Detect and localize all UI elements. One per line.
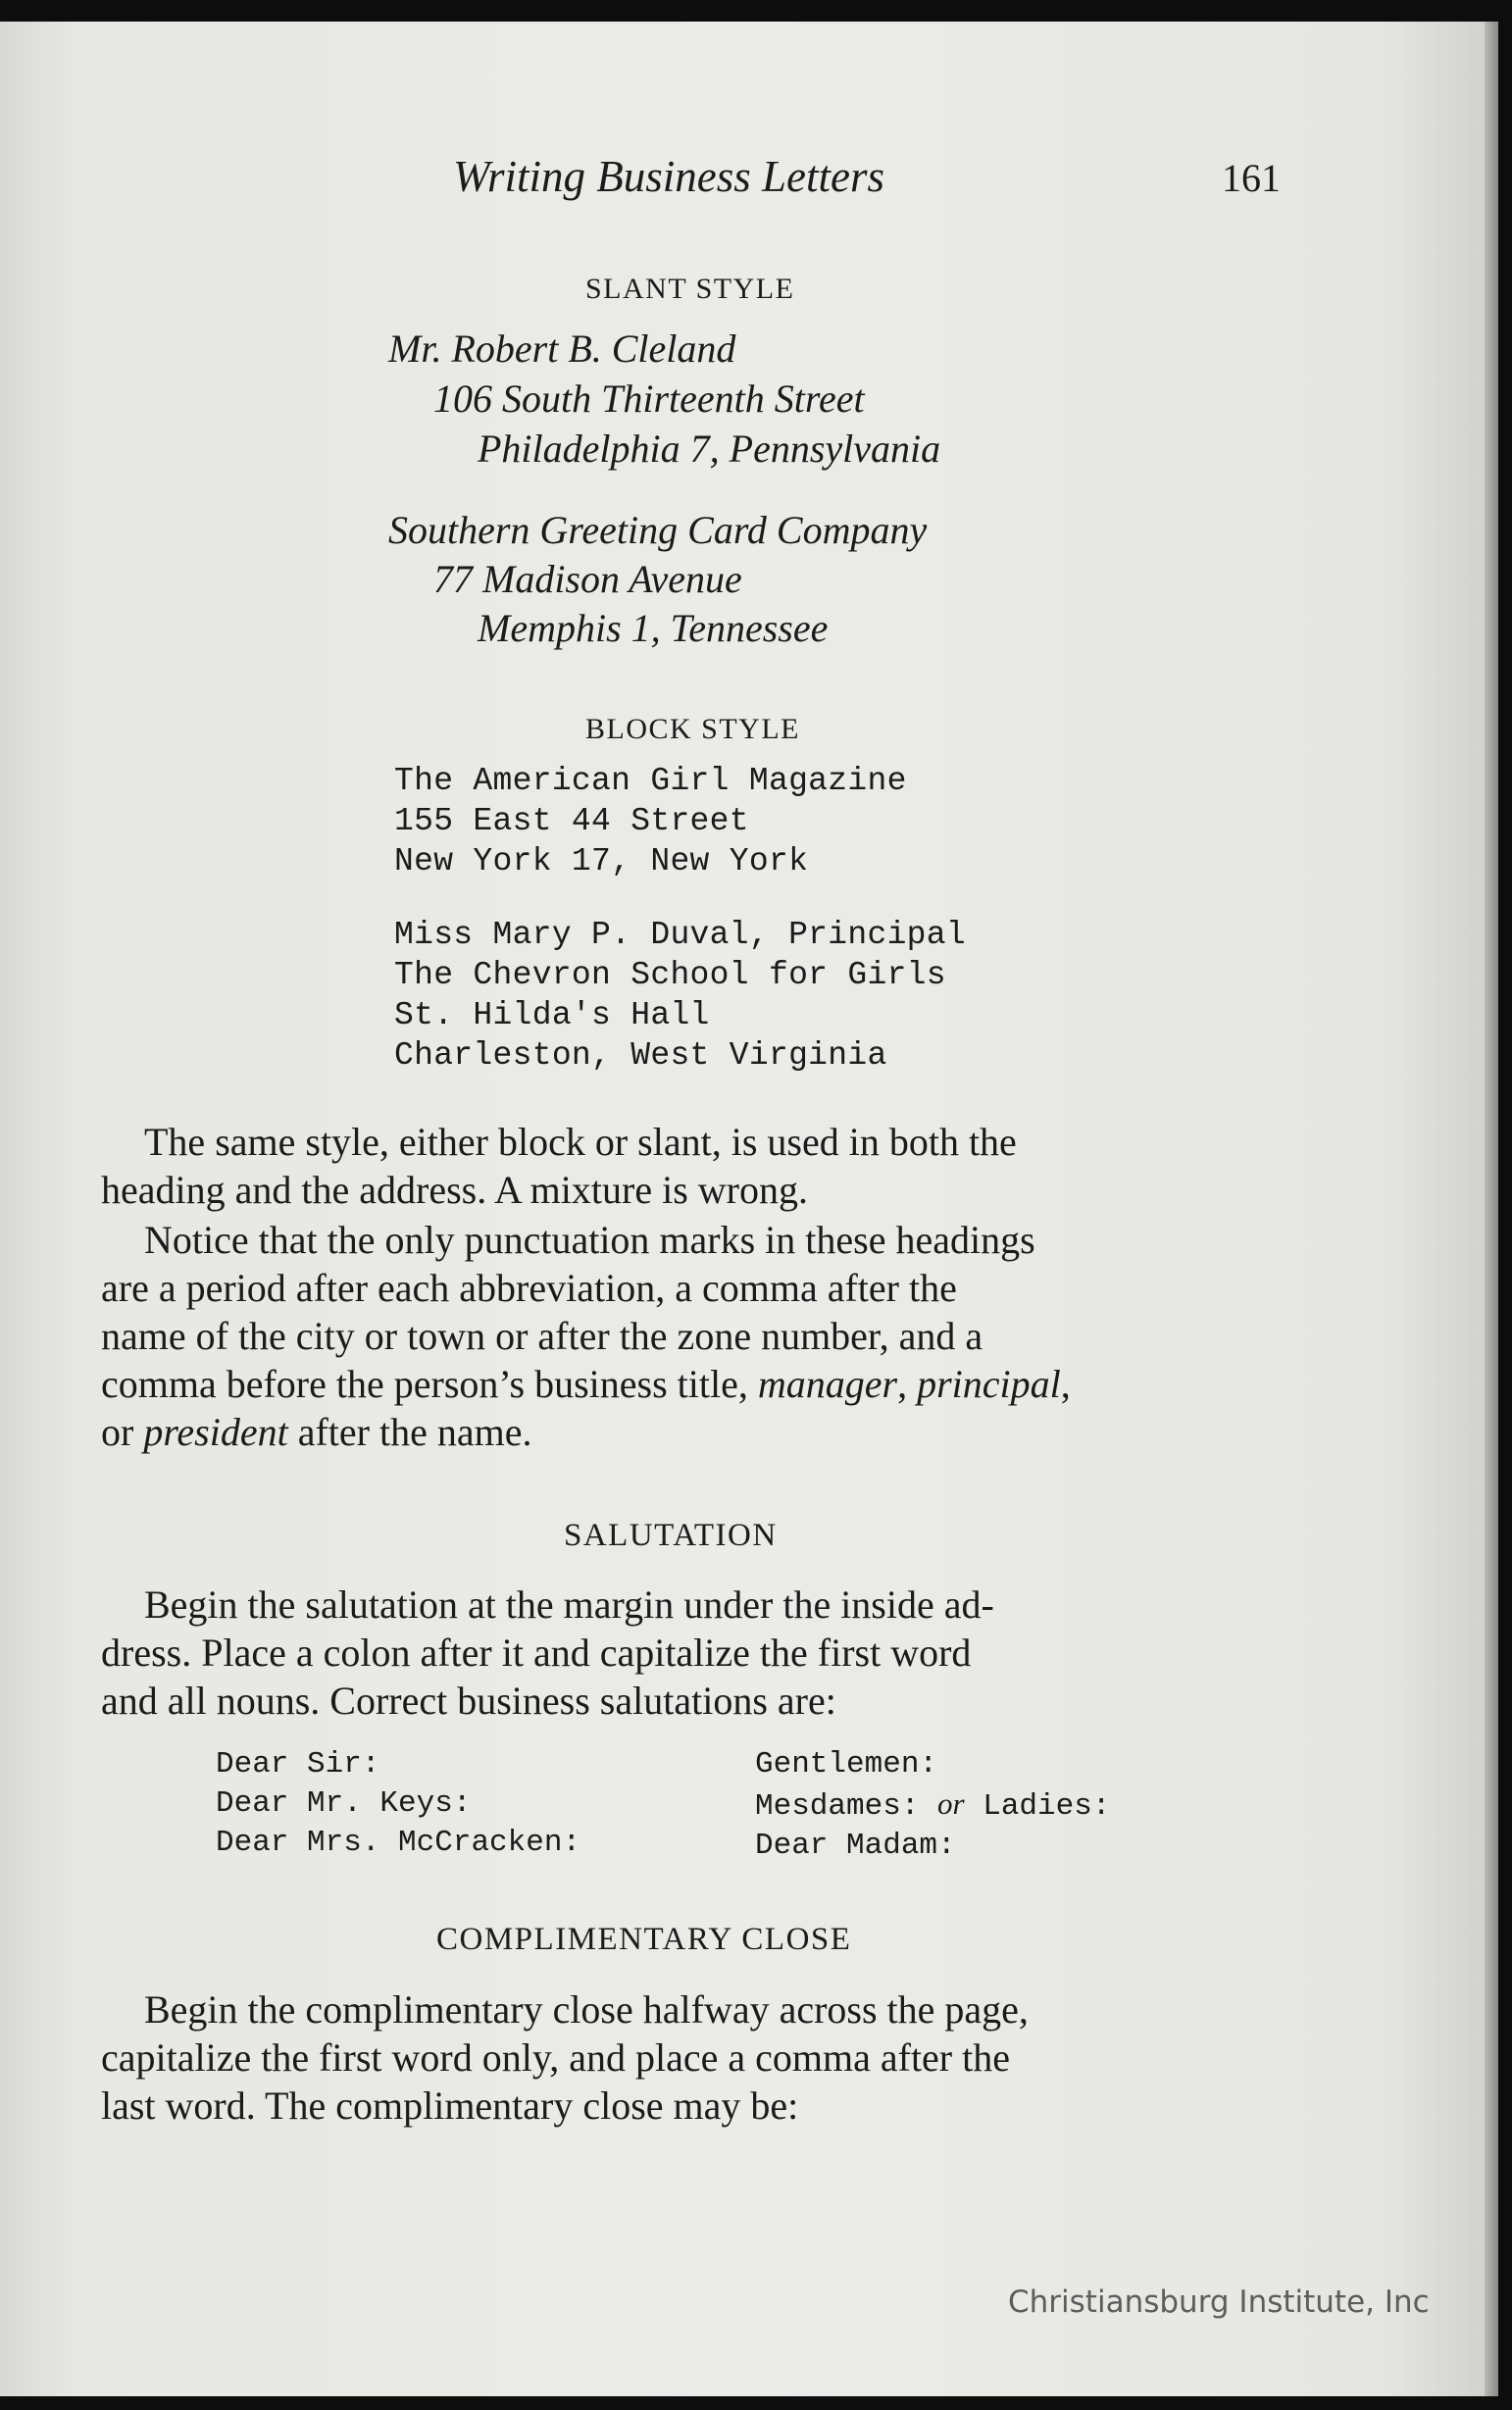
block-address-line: St. Hilda's Hall [394, 997, 710, 1033]
text-line: capitalize the first word only, and place a comma after the [101, 2035, 1010, 2080]
text-line: last word. The complimentary close may be: [101, 2084, 799, 2128]
text-line: name of the city or town or after the zone number, and a [101, 1314, 983, 1358]
paragraph-salutation [101, 1581, 1276, 1725]
slant-address-line: 77 Madison Avenue [433, 557, 742, 601]
slant-address-line: Mr. Robert B. Cleland [388, 326, 736, 371]
text-line: Begin the salutation at the margin under the inside ad- [144, 1582, 994, 1627]
salutation-example: Gentlemen: [755, 1747, 938, 1782]
watermark: Christiansburg Institute, Inc [1008, 2284, 1430, 2320]
slant-style-heading: SLANT STYLE [585, 273, 795, 305]
text-run: , [897, 1362, 918, 1406]
text-line: and all nouns. Correct business salutations are: [101, 1679, 836, 1723]
block-address-line: New York 17, New York [394, 843, 809, 879]
slant-address-line: 106 South Thirteenth Street [433, 377, 865, 421]
slant-address-line: Philadelphia 7, Pennsylvania [478, 427, 941, 471]
block-address-line: The American Girl Magazine [394, 763, 907, 799]
page-number: 161 [1222, 156, 1281, 200]
emphasis-president: president [143, 1410, 288, 1454]
complimentary-close-heading: COMPLIMENTARY CLOSE [436, 1922, 852, 1957]
text-line [101, 1408, 1276, 1456]
text-run: Ladies: [964, 1789, 1111, 1824]
text-run: after the name. [287, 1410, 532, 1454]
text-line [101, 1360, 1276, 1408]
block-address-line: Miss Mary P. Duval, Principal [394, 917, 966, 953]
text-run: , [1060, 1362, 1071, 1406]
text-run: Mesdames: [755, 1789, 938, 1824]
emphasis-principal: principal [917, 1362, 1061, 1406]
text-line: Notice that the only punctuation marks in these headings [144, 1218, 1035, 1262]
block-style-heading: BLOCK STYLE [585, 713, 800, 745]
text-run: comma before the person’s business title, [101, 1362, 758, 1406]
page-edge [1485, 22, 1498, 2396]
block-address-line: 155 East 44 Street [394, 803, 749, 839]
text-line: heading and the address. A mixture is wrong. [101, 1168, 808, 1212]
salutation-example: Dear Sir: [216, 1747, 380, 1782]
salutation-example: Dear Mrs. McCracken: [216, 1826, 581, 1860]
or-word: or [937, 1786, 965, 1821]
block-address-line: The Chevron School for Girls [394, 957, 946, 993]
paragraph-style-consistency [101, 1118, 1276, 1214]
running-title: Writing Business Letters [453, 152, 885, 201]
text-line: Begin the complimentary close halfway across the page, [144, 1987, 1029, 2032]
block-address-line: Charleston, West Virginia [394, 1037, 887, 1074]
salutation-examples-right [755, 1745, 1110, 1866]
salutation-example: Dear Mr. Keys: [216, 1786, 472, 1821]
text-line: dress. Place a colon after it and capitalize the first word [101, 1631, 972, 1675]
salutation-examples-left [216, 1745, 580, 1863]
salutation-example [755, 1784, 1110, 1827]
salutation-example: Dear Madam: [755, 1829, 956, 1863]
text-run: or [101, 1410, 144, 1454]
emphasis-manager: manager [757, 1362, 898, 1406]
paragraph-punctuation [101, 1216, 1276, 1456]
slant-address-line: Southern Greeting Card Company [388, 508, 928, 552]
text-line: The same style, either block or slant, is used in both the [144, 1120, 1017, 1164]
salutation-heading: SALUTATION [564, 1518, 778, 1553]
slant-address-line: Memphis 1, Tennessee [478, 606, 829, 650]
paragraph-complimentary-close [101, 1985, 1276, 2130]
text-line: are a period after each abbreviation, a comma after the [101, 1266, 957, 1310]
